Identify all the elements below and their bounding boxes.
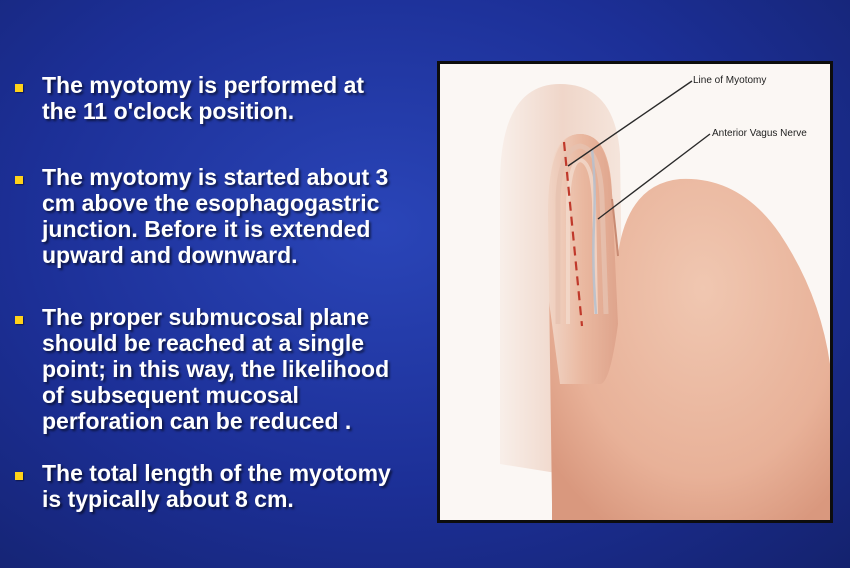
bullet-item (12, 304, 422, 434)
bullet-text: The total length of the myotomy is typically about 8 cm. (42, 460, 391, 512)
bullet-item (12, 164, 422, 268)
bullet-square-icon (15, 316, 23, 324)
bullet-text: The myotomy is performed at the 11 o'clock position. (42, 72, 365, 124)
label-line-of-myotomy: Line of Myotomy (693, 75, 767, 86)
anatomy-figure (437, 61, 833, 523)
label-anterior-vagus-nerve: Anterior Vagus Nerve (712, 128, 807, 139)
bullet-text: The proper submucosal plane should be reached at a single point; in this way, the likelihood of subsequent mucosal perforation can be reduced . (42, 304, 390, 434)
bullet-item (12, 460, 422, 512)
bullet-square-icon (15, 84, 23, 92)
bullet-item (12, 72, 422, 124)
bullet-text: The myotomy is started about 3 cm above the esophagogastric junction. Before it is extended upward and downward. (42, 164, 389, 268)
esophagus-stomach-illustration (440, 64, 830, 520)
bullet-square-icon (15, 176, 23, 184)
bullet-square-icon (15, 472, 23, 480)
